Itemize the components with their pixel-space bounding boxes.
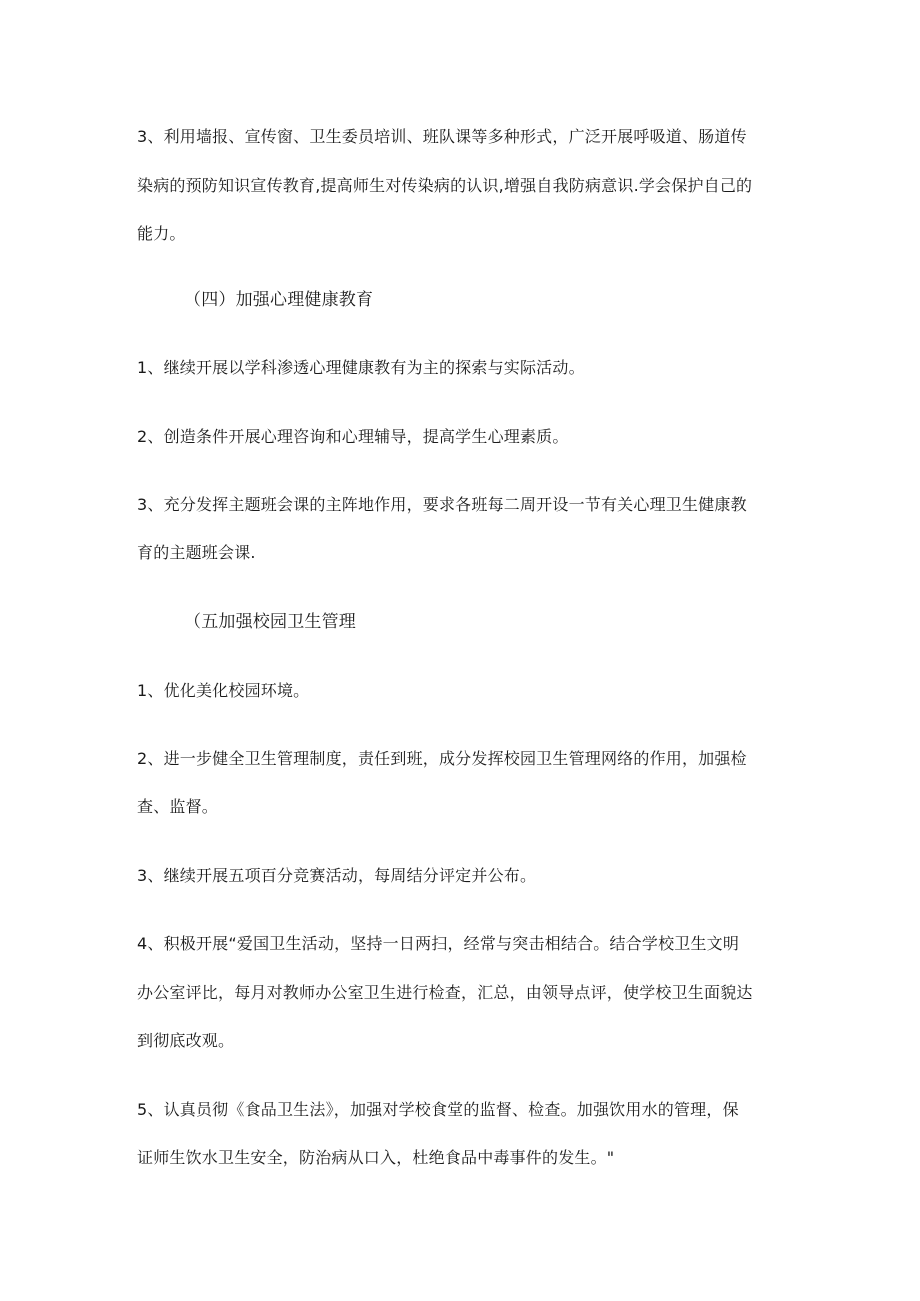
section-5-heading: （五加强校园卫生管理: [184, 612, 356, 632]
section-4-item-3-line-1: 3、充分发挥主题班会课的主阵地作用，要求各班每二周开设一节有关心理卫生健康教: [137, 495, 747, 514]
section-5-item-2-line-2: 查、监督。: [137, 797, 219, 816]
section-5-item-1: 1、优化美化校园环境。: [137, 681, 310, 700]
section-5-item-3: 3、继续开展五项百分竞赛活动，每周结分评定并公布。: [137, 866, 537, 885]
para-3-intro-line-3: 能力。: [137, 224, 186, 243]
section-4-item-3-line-2: 育的主题班会课.: [137, 543, 256, 562]
para-3-intro-line-2: 染病的预防知识宣传教育,提高师生对传染病的认识,增强自我防病意识.学会保护自己的: [137, 176, 753, 195]
section-5-item-5-line-2: 证师生饮水卫生安全，防治病从口入，杜绝食品中毒事件的发生。": [137, 1148, 615, 1167]
section-5-item-4-line-2: 办公室评比，每月对教师办公室卫生进行检查，汇总，由领导点评，使学校卫生面貌达: [137, 983, 753, 1002]
section-5-item-4-line-1: 4、积极开展“爱国卫生活动，坚持一日两扫，经常与突击相结合。结合学校卫生文明: [137, 934, 740, 953]
section-5-item-5-line-1: 5、认真员彻《食品卫生法》，加强对学校食堂的监督、检查。加强饮用水的管理，保: [137, 1100, 739, 1119]
section-5-item-2-line-1: 2、进一步健全卫生管理制度，责任到班，成分发挥校园卫生管理网络的作用，加强检: [137, 749, 747, 768]
section-4-item-1: 1、继续开展以学科渗透心理健康教有为主的探索与实际活动。: [137, 358, 585, 377]
para-3-intro-line-1: 3、利用墙报、宣传窗、卫生委员培训、班队课等多种形式，广泛开展呼吸道、肠道传: [137, 127, 747, 146]
section-4-heading: （四）加强心理健康教育: [184, 290, 374, 310]
section-4-item-2: 2、创造条件开展心理咨询和心理辅导，提高学生心理素质。: [137, 427, 569, 446]
section-5-item-4-line-3: 到彻底改观。: [137, 1031, 235, 1050]
